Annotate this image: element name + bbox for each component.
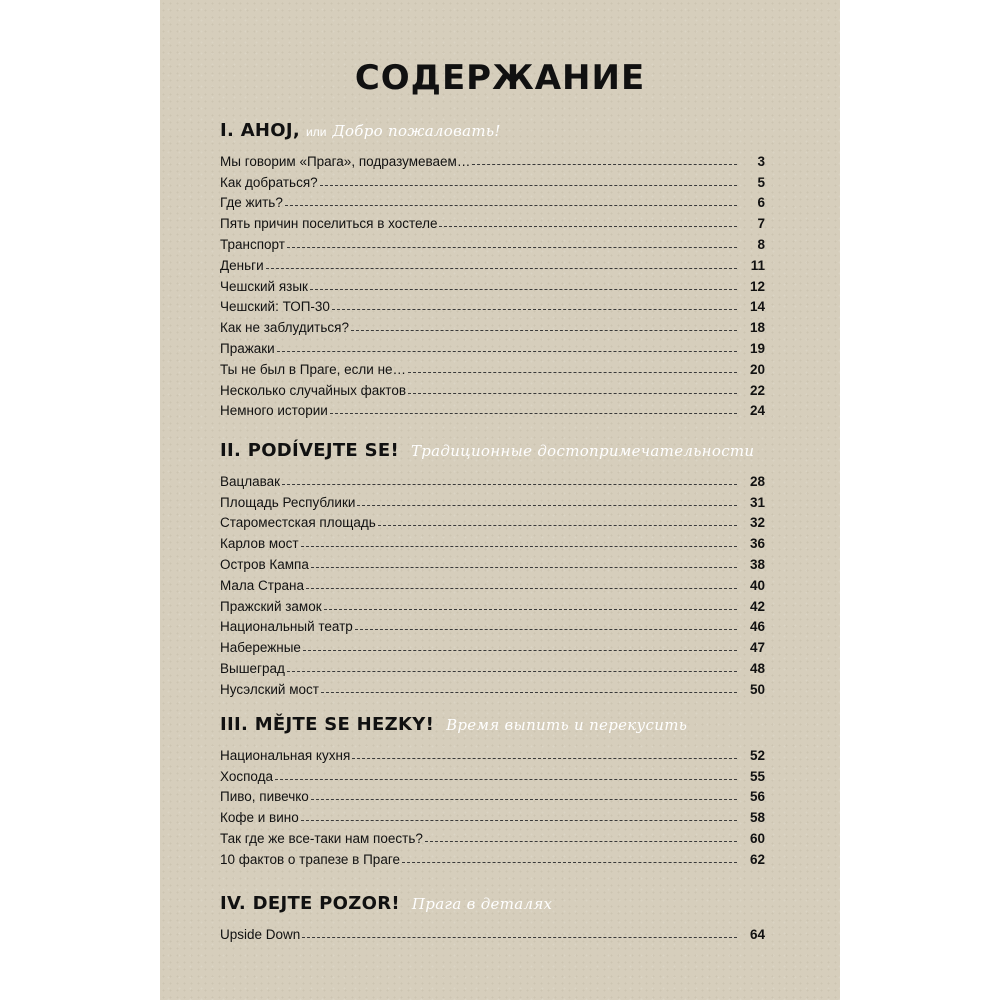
entry-page-number: 50 [749, 681, 765, 697]
section-title: II. PODÍVEJTE SE! [220, 440, 399, 461]
entry-page-number: 11 [750, 257, 765, 273]
dotted-leader [306, 587, 737, 589]
dotted-leader [310, 288, 737, 290]
entry-page-number: 42 [749, 598, 765, 614]
entry-label: Нусэлский мост [220, 681, 319, 697]
toc-entry [220, 763, 765, 784]
entry-label: Где жить? [220, 195, 283, 211]
entry-label: Карлов мост [220, 536, 299, 552]
entry-label: Остров Кампа [220, 556, 309, 572]
entry-page-number: 28 [749, 473, 765, 489]
entry-page-number: 20 [749, 361, 765, 377]
toc-entry [220, 510, 765, 531]
section-subtitle: Добро пожаловать! [332, 122, 501, 140]
toc-entry [220, 335, 765, 356]
toc-entry [220, 921, 765, 942]
toc-entry [220, 530, 765, 551]
toc-entry [220, 614, 765, 635]
entry-page-number: 8 [757, 236, 765, 252]
section-heading [220, 120, 765, 142]
dotted-leader [303, 649, 737, 651]
dotted-leader [332, 308, 737, 310]
toc-section [220, 893, 765, 942]
section-entries [220, 148, 765, 418]
entry-label: Староместская площадь [220, 515, 376, 531]
dotted-leader [320, 184, 737, 186]
section-entries [220, 742, 765, 867]
toc-section [220, 440, 765, 697]
entry-label: Мы говорим «Прага», подразумеваем… [220, 153, 471, 169]
entry-page-number: 24 [749, 403, 765, 419]
entry-label: Национальная кухня [220, 747, 351, 763]
toc-entry [220, 356, 765, 377]
entry-page-number: 46 [749, 619, 765, 635]
toc-entry [220, 377, 765, 398]
dotted-leader [330, 412, 737, 414]
toc-entry [220, 148, 765, 169]
toc-entry [220, 489, 765, 510]
toc-entry [220, 742, 765, 763]
entry-page-number: 5 [757, 174, 765, 190]
dotted-leader [321, 691, 737, 693]
section-or-word: или [306, 125, 327, 139]
toc-entry [220, 231, 765, 252]
toc-entry [220, 252, 765, 273]
entry-page-number: 14 [749, 299, 765, 315]
entry-label: Несколько случайных фактов [220, 382, 407, 398]
entry-label: Хоспода [220, 768, 274, 784]
entry-label: Мала Страна [220, 577, 304, 593]
section-heading [220, 714, 765, 736]
entry-label: Национальный театр [220, 619, 353, 635]
dotted-leader [301, 819, 737, 821]
entry-label: Набережные [220, 640, 301, 656]
toc-entry [220, 634, 765, 655]
entry-label: Так где же все-таки нам поесть? [220, 830, 423, 846]
entry-page-number: 40 [749, 577, 765, 593]
section-title: I. AHOJ, [220, 120, 301, 141]
dotted-leader [351, 329, 737, 331]
dotted-leader [282, 483, 737, 485]
entry-page-number: 31 [749, 494, 765, 510]
entry-label: Деньги [220, 257, 264, 273]
toc-section [220, 714, 765, 867]
entry-page-number: 52 [749, 747, 765, 763]
dotted-leader [355, 628, 737, 630]
entry-label: Вацлавак [220, 473, 281, 489]
toc-entry [220, 314, 765, 335]
section-subtitle: Традиционные достопримечательности [410, 442, 755, 460]
entry-label: Пиво, пивечко [220, 789, 309, 805]
dotted-leader [402, 861, 737, 863]
toc-entry [220, 655, 765, 676]
dotted-leader [287, 670, 737, 672]
section-title: IV. DEJTE POZOR! [220, 893, 400, 914]
dotted-leader [311, 798, 737, 800]
section-subtitle: Время выпить и перекусить [446, 716, 688, 734]
entry-label: Как не заблудиться? [220, 320, 349, 336]
dotted-leader [277, 350, 737, 352]
dotted-leader [324, 608, 737, 610]
entry-label: Ты не был в Праге, если не… [220, 361, 407, 377]
toc-entry [220, 294, 765, 315]
toc-entry [220, 804, 765, 825]
dotted-leader [378, 524, 737, 526]
entry-label: Транспорт [220, 236, 285, 252]
entry-page-number: 7 [757, 216, 765, 232]
section-title: III. MĚJTE SE HEZKY! [220, 714, 435, 735]
entry-label: Вышеград [220, 660, 285, 676]
entry-page-number: 55 [749, 768, 765, 784]
dotted-leader [352, 757, 737, 759]
dotted-leader [301, 545, 737, 547]
dotted-leader [285, 204, 737, 206]
toc-entry [220, 210, 765, 231]
toc-entry [220, 593, 765, 614]
entry-page-number: 48 [749, 660, 765, 676]
entry-label: Как добраться? [220, 174, 318, 190]
entry-label: Площадь Республики [220, 494, 356, 510]
toc-entry [220, 572, 765, 593]
entry-page-number: 18 [749, 320, 765, 336]
entry-page-number: 22 [749, 382, 765, 398]
section-entries [220, 468, 765, 697]
section-subtitle: Прага в деталях [411, 895, 553, 913]
dotted-leader [357, 504, 737, 506]
dotted-leader [439, 225, 737, 227]
entry-label: Upside Down [220, 926, 301, 942]
dotted-leader [275, 778, 737, 780]
dotted-leader [302, 936, 737, 938]
entry-page-number: 36 [749, 536, 765, 552]
toc-entry [220, 273, 765, 294]
section-entries [220, 921, 765, 942]
page-title: СОДЕРЖАНИЕ [354, 58, 646, 98]
entry-page-number: 47 [749, 640, 765, 656]
entry-label: Кофе и вино [220, 810, 299, 826]
entry-page-number: 19 [749, 340, 765, 356]
toc-section [220, 120, 765, 418]
entry-label: Пражский замок [220, 598, 322, 614]
dotted-leader [311, 566, 737, 568]
dotted-leader [408, 371, 737, 373]
book-page [160, 0, 840, 1000]
entry-label: Чешский: ТОП-30 [220, 299, 330, 315]
entry-page-number: 32 [749, 515, 765, 531]
entry-page-number: 6 [757, 195, 765, 211]
entry-page-number: 60 [749, 830, 765, 846]
entry-page-number: 38 [749, 556, 765, 572]
entry-label: Чешский язык [220, 278, 308, 294]
dotted-leader [266, 267, 737, 269]
toc-entry [220, 169, 765, 190]
toc-entry [220, 468, 765, 489]
toc-entry [220, 676, 765, 697]
entry-label: Пять причин поселиться в хостеле [220, 216, 438, 232]
entry-label: Немного истории [220, 403, 328, 419]
toc-entry [220, 784, 765, 805]
dotted-leader [287, 246, 737, 248]
entry-page-number: 3 [757, 153, 765, 169]
dotted-leader [425, 840, 737, 842]
toc-entry [220, 551, 765, 572]
dotted-leader [408, 392, 737, 394]
section-heading [220, 893, 765, 915]
toc-entry [220, 398, 765, 419]
section-heading [220, 440, 765, 462]
entry-label: Пражаки [220, 340, 275, 356]
toc-entry [220, 825, 765, 846]
entry-page-number: 62 [749, 851, 765, 867]
toc-entry [220, 190, 765, 211]
toc-entry [220, 846, 765, 867]
entry-page-number: 12 [749, 278, 765, 294]
entry-page-number: 64 [749, 926, 765, 942]
dotted-leader [472, 163, 737, 165]
entry-page-number: 58 [749, 810, 765, 826]
entry-label: 10 фактов о трапезе в Праге [220, 851, 400, 867]
entry-page-number: 56 [749, 789, 765, 805]
